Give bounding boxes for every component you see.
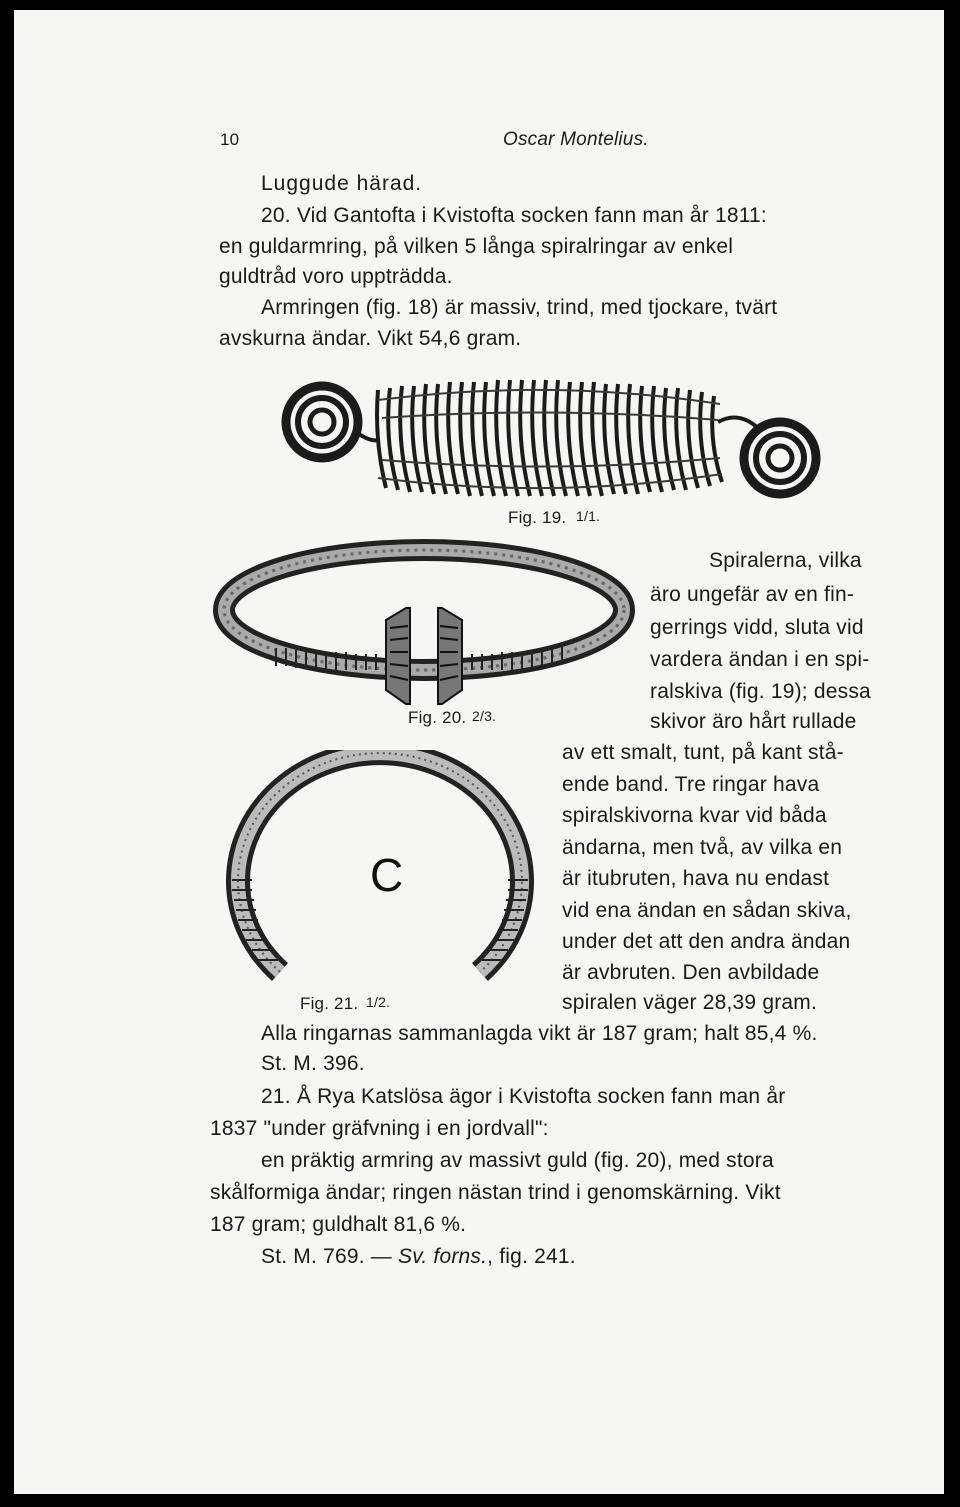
text-line: spiralen väger 28,39 gram. bbox=[562, 991, 818, 1014]
spiral-ring-illustration bbox=[270, 370, 830, 505]
text-line: gerrings vidd, sluta vid bbox=[650, 616, 864, 639]
text-line: vardera ändan i en spi- bbox=[650, 648, 870, 671]
text-line: Armringen (fig. 18) är massiv, trind, med tjockare, tvärt bbox=[261, 296, 778, 319]
fig21-caption-number: Fig. 21. bbox=[300, 994, 359, 1013]
fig21-marker: C bbox=[370, 849, 404, 901]
text-line: St. M. 396. bbox=[261, 1052, 365, 1075]
reference-line bbox=[261, 1245, 576, 1269]
text-line: avskurna ändar. Vikt 54,6 gram. bbox=[219, 327, 522, 350]
fig21-caption-scale: 1/2. bbox=[366, 994, 391, 1010]
text-line: är itubruten, hava nu endast bbox=[562, 867, 830, 890]
reference-museum: St. M. 769. — bbox=[261, 1245, 399, 1268]
text-line: äro ungefär av en fin- bbox=[650, 583, 855, 606]
text-line: Alla ringarnas sammanlagda vikt är 187 gram; halt 85,4 %. bbox=[261, 1022, 818, 1045]
reference-figure: , fig. 241. bbox=[487, 1245, 576, 1268]
text-line: av ett smalt, tunt, på kant stå- bbox=[562, 741, 844, 764]
text-line: en guldarmring, på vilken 5 långa spiralringar av enkel bbox=[219, 235, 734, 258]
text-line: 21. Å Rya Katslösa ägor i Kvistofta socken fann man år bbox=[261, 1085, 786, 1108]
text-line: ändarna, men två, av vilka en bbox=[562, 836, 843, 859]
text-line: ralskiva (fig. 19); dessa bbox=[650, 680, 871, 703]
section-heading: Luggude härad. bbox=[261, 172, 423, 195]
text-line: Spiralerna, vilka bbox=[709, 549, 862, 572]
text-line: en präktig armring av massivt guld (fig. 20), med stora bbox=[261, 1149, 774, 1172]
fig20-caption-scale: 2/3. bbox=[472, 708, 497, 724]
text-line: guldtråd voro uppträdda. bbox=[219, 265, 453, 288]
text-line: skivor äro hårt rullade bbox=[650, 710, 857, 733]
running-title: Oscar Montelius. bbox=[503, 129, 649, 150]
fig19-caption-scale: 1/1. bbox=[576, 508, 601, 524]
text-line: under det att den andra ändan bbox=[562, 930, 851, 953]
fig20-caption-number: Fig. 20. bbox=[408, 708, 467, 727]
text-line: 1837 "under gräfvning i en jordvall": bbox=[210, 1117, 549, 1140]
text-line: ende band. Tre ringar hava bbox=[562, 773, 820, 796]
text-line: 20. Vid Gantofta i Kvistofta socken fann man år 1811: bbox=[261, 204, 767, 227]
gold-armring-illustration bbox=[210, 538, 646, 710]
page-number: 10 bbox=[220, 130, 240, 149]
fig19-caption-number: Fig. 19. bbox=[508, 508, 567, 527]
text-line: 187 gram; guldhalt 81,6 %. bbox=[210, 1213, 467, 1236]
text-line: spiralskivorna kvar vid båda bbox=[562, 804, 827, 827]
text-line: skålformiga ändar; ringen nästan trind i genomskärning. Vikt bbox=[210, 1181, 781, 1204]
text-line: vid ena ändan en sådan skiva, bbox=[562, 899, 852, 922]
text-line: är avbruten. Den avbildade bbox=[562, 961, 820, 984]
reference-publication: Sv. forns. bbox=[398, 1245, 488, 1268]
